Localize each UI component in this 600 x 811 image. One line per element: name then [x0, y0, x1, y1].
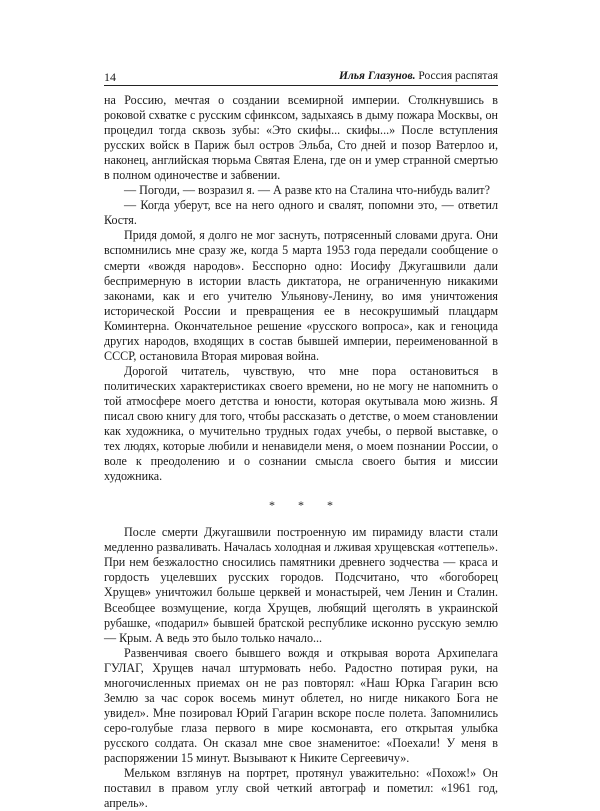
paragraph: Дорогой читатель, чувствую, что мне пора остановиться в политических характеристиках своего времени, но не могу не напомнить о той атмосфере моего детства и юности, которая окутывала мою жизнь. Я писал свою книгу для того, чтобы рассказать о детстве, о моем становлении как художника, о мучительно трудных годах учебы, о первой выставке, о тех людях, которые любили и ненавидели меня, о моем познании России, о воле к преодолению и о сознании смысла своего бытия и миссии художника.	[104, 363, 498, 484]
paragraph: на Россию, мечтая о создании всемирной империи. Столкнувшись в роковой схватке с русским сфинксом, задыхаясь в дыму пожара Москвы, он процедил тогда сквозь зубы: «Это скифы... скифы...» После вступления русских войск в Париж был остров Эльба, Сто дней и позор Ватерлоо и, наконец, английская тюрьма Святая Елена, где он и умер странной смертью в полном одиночестве и забвении.	[104, 93, 498, 183]
paragraph: — Когда уберут, все на него одного и свалят, попомни это, — ответил Костя.	[104, 198, 498, 228]
paragraph: Придя домой, я долго не мог заснуть, потрясенный словами друга. Они вспомнились мне сразу же, когда 5 марта 1953 года передали сообщение о смерти «вождя народов». Бесспорно одно: Иосифу Джугашвили дали беспримерную в истории власть диктатора, не ограниченную никакими законами, как и его учителю Ульянову-Ленину, во имя уничтожения исторической России и превращения ее в несокрушимый плацдарм Коминтерна. Окончательное решение «русского вопроса», как и геноцида других народов, входящих в состав бывшей империи, переименованной в СССР, остановила Вторая мировая война.	[104, 228, 498, 363]
section-separator: * * *	[269, 498, 343, 513]
paragraph: Развенчивая своего бывшего вождя и открывая ворота Архипелага ГУЛАГ, Хрущев начал штурмовать небо. Радостно потирая руки, на многочисленных приемах он не раз повторял: «Наш Юрка Гагарин всю Землю за час сорок восемь минут облетел, но нигде никакого Бога не увидел». Мне позировал Юрий Гагарин вскоре после полета. Запомнились серо-голубые глаза первого в мире космонавта, его открытая улыбка русского солдата. Он сказал мне свое знаменитое: «Поехали! У меня в распоряжении 15 минут. Вызывают к Никите Сергеевичу».	[104, 645, 498, 765]
author-name: Илья Глазунов.	[338, 70, 416, 82]
book-title: Россия распятая	[418, 70, 498, 82]
paragraph: — Погоди, — возразил я. — А разве кто на Сталина что-нибудь валит?	[124, 183, 490, 198]
header-rule	[104, 85, 498, 86]
page-body	[104, 93, 498, 811]
paragraph: После смерти Джугашвили построенную им пирамиду власти стали медленно разваливать. Началась холодная и лживая хрущевская «оттепель». При нем безжалостно сносились памятники древнего зодчества — краса и гордость уцелевших русских городов. Подсчитано, что «богоборец Хрущев» уничтожил больше церквей и монастырей, чем Ленин и Сталин. Всеобщее возмущение, когда Хрущев, любящий щеголять в украинской рубашке, «подарил» бывшей братской республике исконно русскую землю — Крым. А ведь это было только начало...	[104, 525, 498, 645]
running-title	[339, 70, 498, 82]
paragraph: Мельком взглянув на портрет, протянул уважительно: «Похож!» Он поставил в правом углу свой четкий автограф и пометил: «1961 год, апрель».	[104, 766, 498, 811]
running-header	[104, 68, 498, 88]
page-number: 14	[104, 70, 116, 84]
